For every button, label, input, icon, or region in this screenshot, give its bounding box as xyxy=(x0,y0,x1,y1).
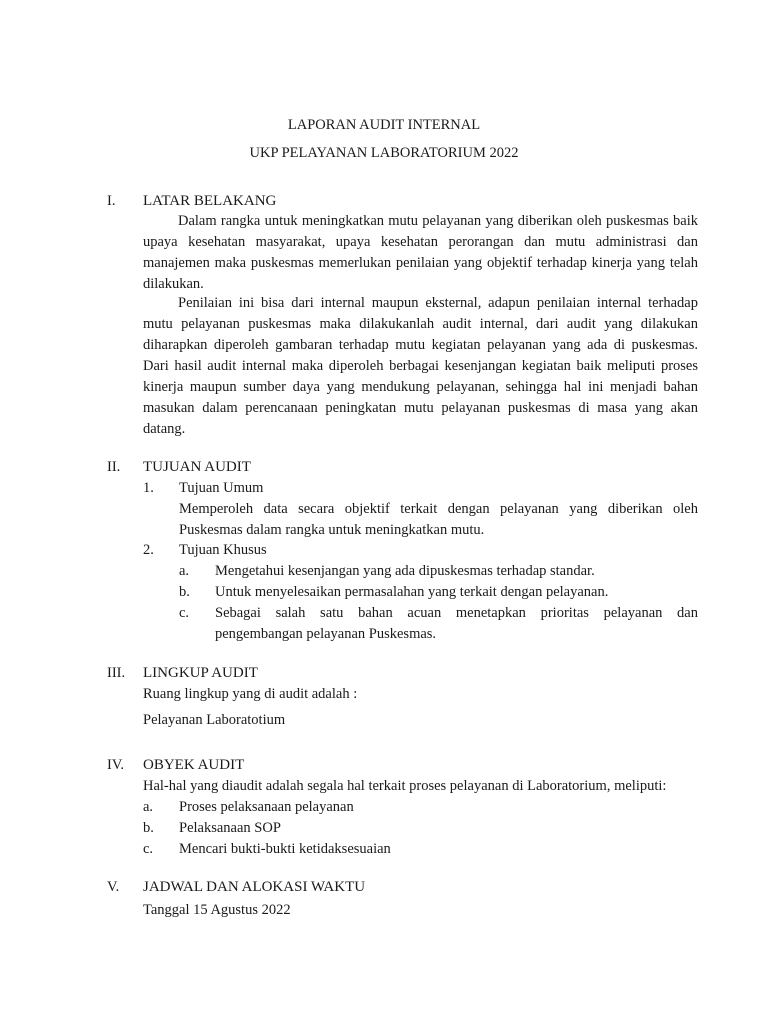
tujuan-umum-text: Memperoleh data secara objektif terkait dengan pelayanan yang diberikan oleh Puskesmas dalam rangka untuk meningkatkan mutu. xyxy=(179,501,698,538)
tujuan-khusus-item-c: Sebagai salah satu bahan acuan menetapkan prioritas pelayanan dan pengembangan pelayanan Puskesmas. xyxy=(215,605,698,642)
obyek-letter-c: c. xyxy=(143,841,154,857)
section-2-numeral: II. xyxy=(107,459,121,475)
obyek-letter-a: a. xyxy=(143,799,154,815)
section-2-heading: TUJUAN AUDIT xyxy=(143,459,251,475)
tujuan-khusus-letter-c: c. xyxy=(179,605,190,621)
tujuan-khusus-item-b: Untuk menyelesaikan permasalahan yang terkait dengan pelayanan. xyxy=(215,584,609,600)
document-subtitle: UKP PELAYANAN LABORATORIUM 2022 xyxy=(249,145,519,161)
tujuan-umum-label: Tujuan Umum xyxy=(179,480,264,496)
section-5-heading: JADWAL DAN ALOKASI WAKTU xyxy=(143,879,366,895)
obyek-item-b: Pelaksanaan SOP xyxy=(179,820,281,836)
section-4-numeral: IV. xyxy=(107,757,125,773)
obyek-item-a: Proses pelaksanaan pelayanan xyxy=(179,799,354,815)
section-1-paragraph-1: Dalam rangka untuk meningkatkan mutu pelayanan yang diberikan oleh puskesmas baik upaya kesehatan masyarakat, upaya kesehatan perorangan dan mutu administrasi dan manajemen maka puskesmas memerlukan penilaian yang objektif terhadap kinerja yang telah dilakukan. xyxy=(143,213,698,292)
section-1-paragraph-2: Penilaian ini bisa dari internal maupun eksternal, adapun penilaian internal terhadap mutu pelayanan puskesmas maka dilakukanlah audit internal, dari audit yang dilakukan diharapkan diperoleh gambaran terhadap mutu kegiatan pelayanan yang ada di puskesmas. Dari hasil audit internal maka diperoleh berbagai kesenjangan kegiatan baik meliputi proses kinerja maupun sumber daya yang mendukung pelayanan, sehingga hal ini menjadi bahan masukan dalam perencanaan peningkatan mutu pelayanan puskesmas di masa yang akan datang. xyxy=(143,295,698,437)
tujuan-khusus-letter-a: a. xyxy=(179,563,190,579)
section-4-heading: OBYEK AUDIT xyxy=(143,757,245,773)
tujuan-umum-number: 1. xyxy=(143,480,154,496)
document-title: LAPORAN AUDIT INTERNAL xyxy=(287,117,481,133)
section-3-heading: LINGKUP AUDIT xyxy=(143,665,258,681)
obyek-item-c: Mencari bukti-bukti ketidaksesuaian xyxy=(179,841,391,857)
lingkup-value: Pelayanan Laboratotium xyxy=(143,712,286,728)
tujuan-khusus-number: 2. xyxy=(143,542,154,558)
section-3-numeral: III. xyxy=(107,665,126,681)
section-1-numeral: I. xyxy=(107,193,116,209)
tujuan-khusus-item-a: Mengetahui kesenjangan yang ada dipuskesmas terhadap standar. xyxy=(215,563,595,579)
tujuan-khusus-letter-b: b. xyxy=(179,584,190,600)
lingkup-intro: Ruang lingkup yang di audit adalah : xyxy=(143,686,358,702)
section-5-numeral: V. xyxy=(107,879,120,895)
obyek-letter-b: b. xyxy=(143,820,154,836)
tujuan-khusus-label: Tujuan Khusus xyxy=(179,542,267,558)
section-1-heading: LATAR BELAKANG xyxy=(143,193,277,209)
obyek-intro: Hal-hal yang diaudit adalah segala hal terkait proses pelayanan di Laboratorium, meliputi: xyxy=(143,778,667,794)
jadwal-date: Tanggal 15 Agustus 2022 xyxy=(143,902,291,918)
